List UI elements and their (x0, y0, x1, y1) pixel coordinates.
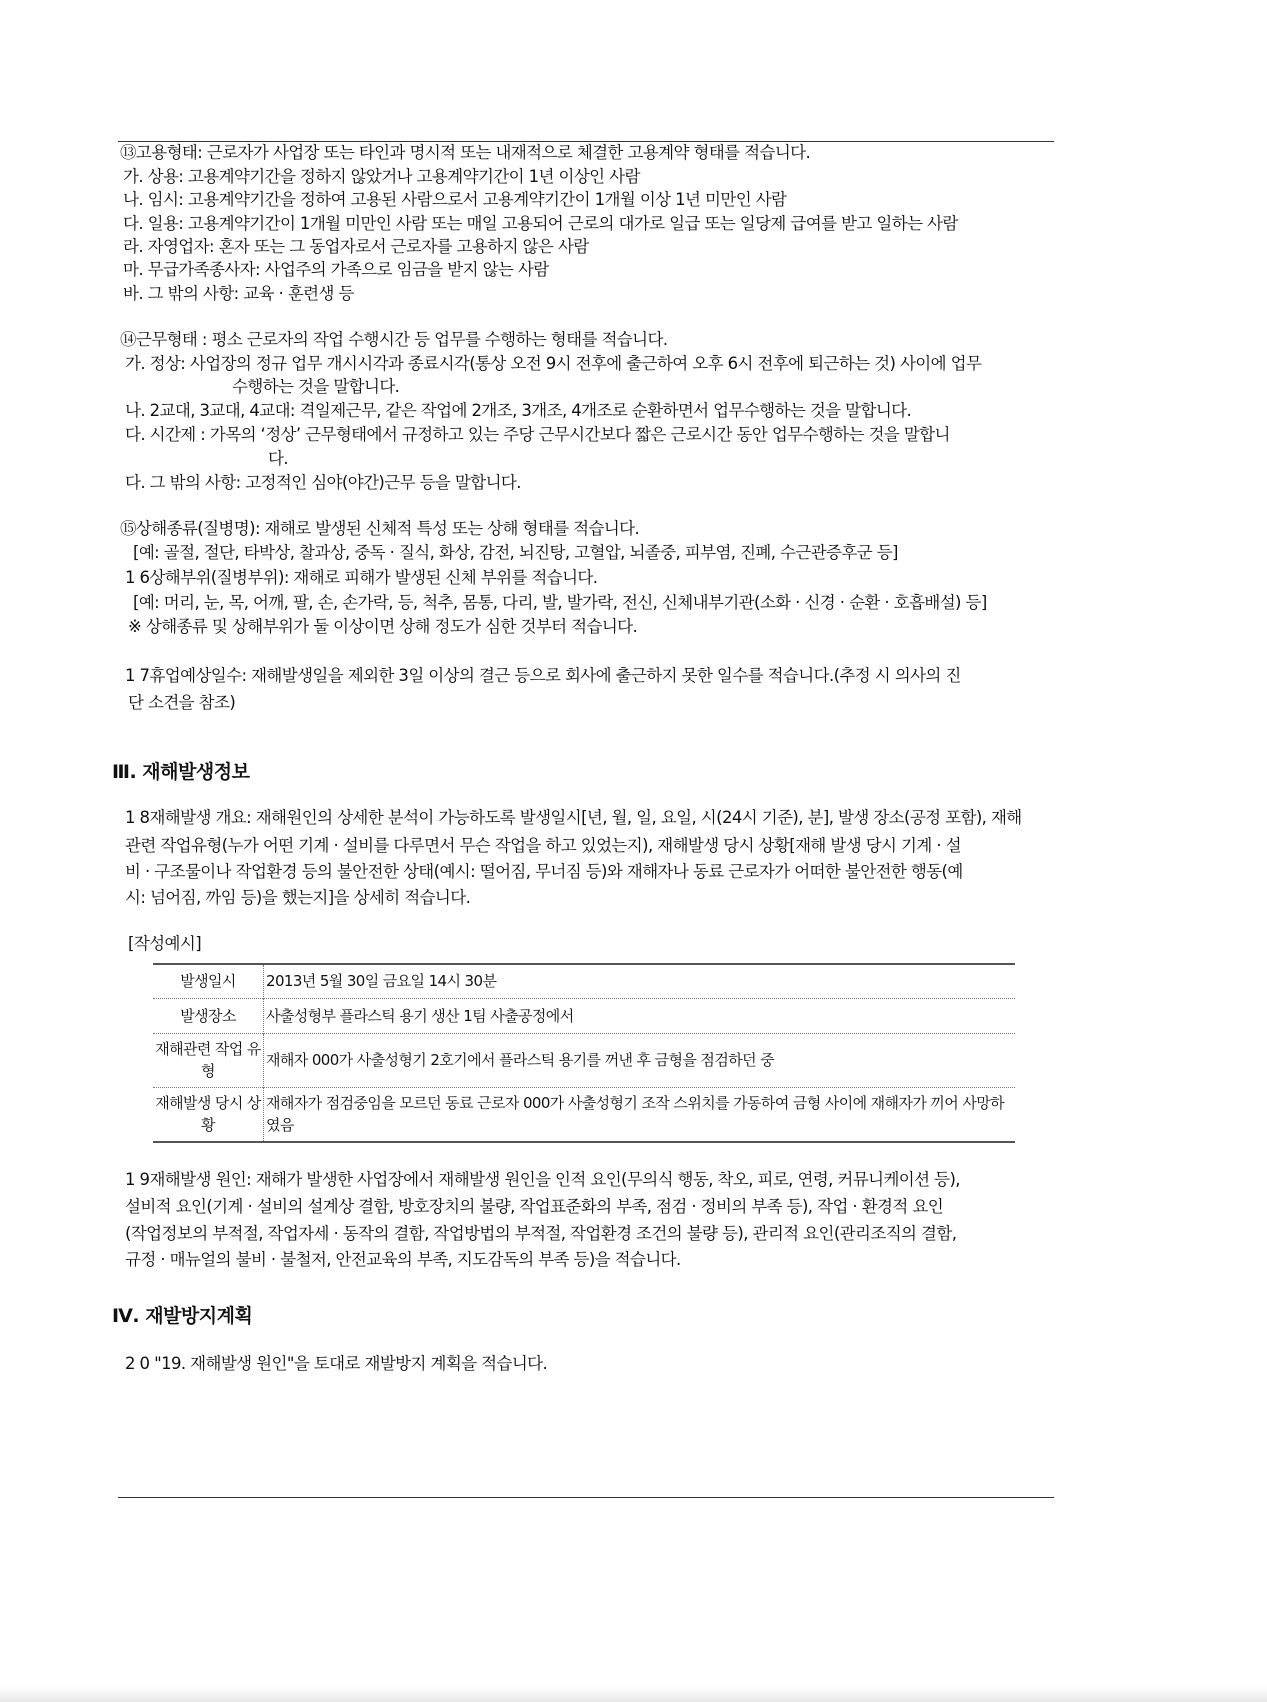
table-row (153, 1087, 1015, 1142)
list-item: 가. 정상: 사업장의 정규 업무 개시시각과 종료시각(통상 오전 9시 전후에 출근하여 오후 6시 전후에 퇴근하는 것) 사이에 업무 (125, 354, 982, 373)
table-row (153, 964, 1015, 998)
list-item: 나. 2교대, 3교대, 4교대: 격일제근무, 같은 작업에 2개조, 3개조, 4개조로 순환하면서 업무수행하는 것을 말합니다. (125, 401, 912, 420)
table-row (153, 1033, 1015, 1087)
table-value: 재해자가 점검중임을 모르던 동료 근로자 000가 사출성형기 조작 스위치를 가동하여 금형 사이에 재해자가 끼어 사망하였음 (264, 1087, 1016, 1142)
table-key: 재해발생 당시 상황 (153, 1087, 264, 1142)
bottom-rule (118, 1497, 1054, 1498)
table-row (153, 998, 1015, 1033)
section-17-line: 1 7휴업예상일수: 재해발생일을 제외한 3일 이상의 결근 등으로 회사에 출근하지 못한 일수를 적습니다.(추정 시 의사의 진 (125, 666, 961, 685)
example-table (153, 963, 1015, 1143)
section-18-line: 비 · 구조물이나 작업환경 등의 불안전한 상태(예시: 떨어짐, 무너짐 등)와 재해자나 동료 근로자가 어떠한 불안전한 행동(예 (125, 862, 963, 881)
section-18-line: 시: 넘어짐, 까임 등)을 했는지]을 상세히 적습니다. (125, 888, 471, 907)
list-item: 바. 그 밖의 사항: 교육 · 훈련생 등 (123, 284, 354, 303)
section-20-line: 2 0 "19. 재해발생 원인"을 토대로 재발방지 계획을 적습니다. (125, 1354, 548, 1373)
list-item: 마. 무급가족종사자: 사업주의 가족으로 임금을 받지 않는 사람 (123, 260, 549, 279)
table-value: 재해자 000가 사출성형기 2호기에서 플라스틱 용기를 꺼낸 후 금형을 점검하던 중 (264, 1033, 1016, 1087)
list-item: 가. 상용: 고용계약기간을 정하지 않았거나 고용계약기간이 1년 이상인 사람 (123, 167, 640, 186)
list-item-continued: 수행하는 것을 말합니다. (232, 377, 400, 396)
section-19-line: 설비적 요인(기계 · 설비의 설계상 결함, 방호장치의 불량, 작업표준화의 부족, 점검 · 정비의 부족 등), 작업 · 환경적 요인 (125, 1197, 944, 1216)
section-16-example: [예: 머리, 눈, 목, 어깨, 팔, 손, 손가락, 등, 척추, 몸통, 다리, 발, 발가락, 전신, 신체내부기관(소화 · 신경 · 순환 · 호흡배설) 등] (133, 593, 987, 612)
section-19-line: 1 9재해발생 원인: 재해가 발생한 사업장에서 재해발생 원인을 인적 요인(무의식 행동, 착오, 피로, 연령, 커뮤니케이션 등), (125, 1170, 960, 1189)
heading-section-4: Ⅳ. 재발방지계획 (112, 1305, 253, 1327)
page-bottom-edge (0, 1686, 1267, 1702)
list-item: 라. 자영업자: 혼자 또는 그 동업자로서 근로자를 고용하지 않은 사람 (123, 237, 589, 256)
table-key: 재해관련 작업 유형 (153, 1033, 264, 1087)
table-key: 발생일시 (153, 964, 264, 998)
example-label: [작성예시] (128, 934, 202, 953)
section-17-line: 단 소견을 참조) (128, 693, 236, 712)
section-19-line: 규정 · 매뉴얼의 불비 · 불철저, 안전교육의 부족, 지도감독의 부족 등)을 적습니다. (125, 1250, 681, 1269)
section-15-title: ⑮상해종류(질병명): 재해로 발생된 신체적 특성 또는 상해 형태를 적습니다. (120, 519, 640, 538)
list-item: 다. 일용: 고용계약기간이 1개월 미만인 사람 또는 매일 고용되어 근로의 대가로 일급 또는 일당제 급여를 받고 일하는 사람 (123, 214, 958, 233)
table-value: 2013년 5월 30일 금요일 14시 30분 (266, 972, 497, 991)
section-14-title: ⑭근무형태 : 평소 근로자의 작업 수행시간 등 업무를 수행하는 형태를 적습니다. (120, 330, 668, 349)
list-item-continued: 다. (268, 449, 288, 468)
section-16-note: ※ 상해종류 및 상해부위가 둘 이상이면 상해 정도가 심한 것부터 적습니다. (128, 617, 638, 636)
section-19-line: (작업정보의 부적절, 작업자세 · 동작의 결함, 작업방법의 부적절, 작업환경 조건의 불량 등), 관리적 요인(관리조직의 결함, (125, 1224, 957, 1243)
list-item: 다. 그 밖의 사항: 고정적인 심야(야간)근무 등을 말합니다. (125, 473, 521, 492)
table-key: 발생장소 (153, 998, 264, 1033)
section-13-title: ⑬고용형태: 근로자가 사업장 또는 타인과 명시적 또는 내재적으로 체결한 고용계약 형태를 적습니다. (120, 143, 811, 162)
section-18-line: 관련 작업유형(누가 어떤 기계 · 설비를 다루면서 무슨 작업을 하고 있었는지), 재해발생 당시 상황[재해 발생 당시 기계 · 설 (125, 836, 961, 855)
heading-section-3: Ⅲ. 재해발생정보 (112, 761, 250, 783)
table-value: 사출성형부 플라스틱 용기 생산 1팀 사출공정에서 (264, 998, 1016, 1033)
section-16-title: 1 6상해부위(질병부위): 재해로 피해가 발생된 신체 부위를 적습니다. (125, 568, 598, 587)
section-15-example: [예: 골절, 절단, 타박상, 찰과상, 중독 · 질식, 화상, 감전, 뇌진탕, 고혈압, 뇌졸중, 피부염, 진폐, 수근관증후군 등] (133, 543, 898, 562)
section-18-line: 1 8재해발생 개요: 재해원인의 상세한 분석이 가능하도록 발생일시[년, 월, 일, 요일, 시(24시 기준), 분], 발생 장소(공정 포함), 재해 (125, 808, 1022, 827)
list-item: 나. 임시: 고용계약기간을 정하여 고용된 사람으로서 고용계약기간이 1개월 이상 1년 미만인 사람 (123, 190, 787, 209)
list-item: 다. 시간제 : 가목의 ‘정상’ 근무형태에서 규정하고 있는 주당 근무시간보다 짧은 근로시간 동안 업무수행하는 것을 말합니 (125, 425, 950, 444)
